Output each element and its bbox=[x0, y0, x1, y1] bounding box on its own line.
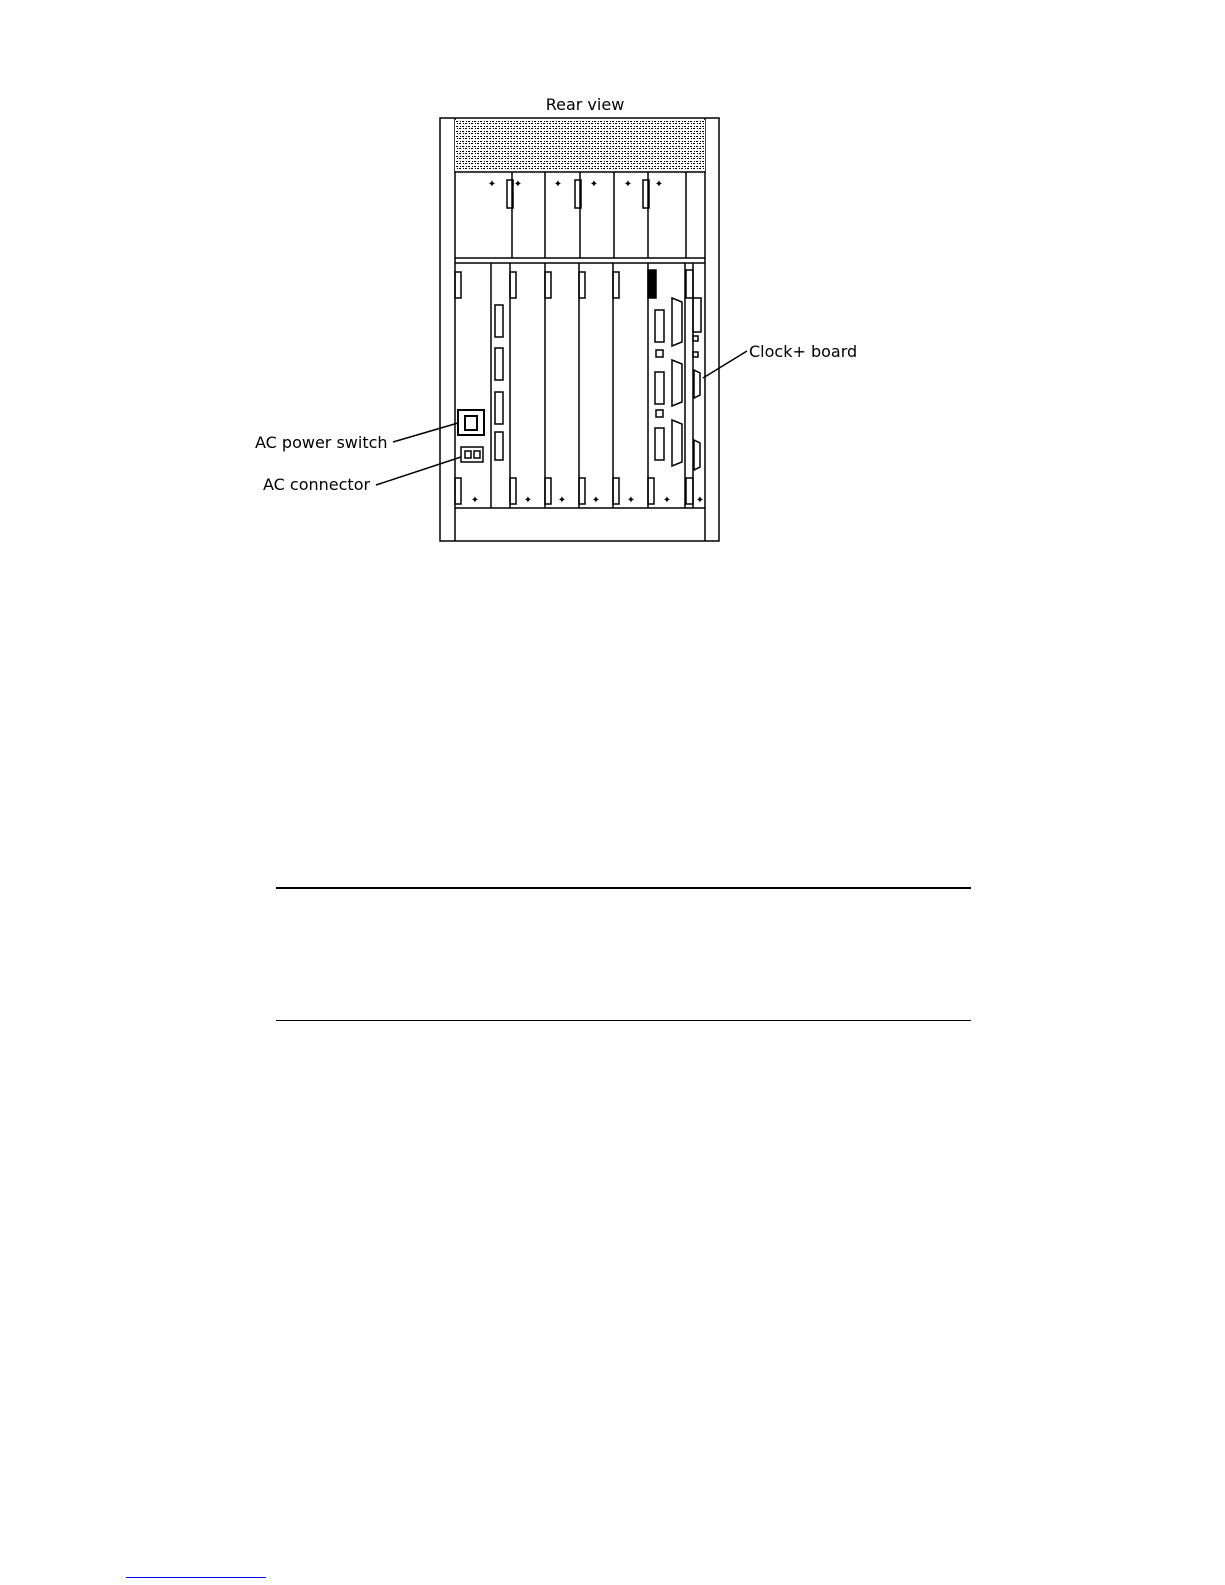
footer-link-underline[interactable] bbox=[126, 1577, 266, 1578]
vent-grille bbox=[455, 120, 705, 171]
diagram-title: Rear view bbox=[545, 95, 625, 114]
svg-text:✦: ✦ bbox=[513, 179, 523, 190]
svg-text:✦: ✦ bbox=[654, 179, 664, 190]
svg-text:✦: ✦ bbox=[591, 495, 601, 506]
ac-connector-label: AC connector bbox=[263, 475, 371, 494]
clock-board-label: Clock+ board bbox=[749, 342, 858, 361]
callout-leaders bbox=[376, 351, 747, 485]
svg-text:✦: ✦ bbox=[589, 179, 599, 190]
ac-power-switch-label: AC power switch bbox=[255, 433, 388, 452]
note-bottom-rule bbox=[276, 1020, 971, 1021]
svg-text:✦: ✦ bbox=[470, 495, 480, 506]
svg-text:✦: ✦ bbox=[662, 495, 672, 506]
note-top-rule bbox=[276, 887, 971, 889]
svg-text:✦: ✦ bbox=[557, 495, 567, 506]
svg-text:✦: ✦ bbox=[623, 179, 633, 190]
latch-glyphs bbox=[471, 179, 704, 506]
svg-text:✦: ✦ bbox=[553, 179, 563, 190]
svg-text:✦: ✦ bbox=[695, 495, 705, 506]
svg-text:✦: ✦ bbox=[487, 179, 497, 190]
svg-text:✦: ✦ bbox=[626, 495, 636, 506]
chassis bbox=[440, 118, 719, 541]
svg-text:✦: ✦ bbox=[523, 495, 533, 506]
ac-power-switch bbox=[458, 410, 484, 435]
